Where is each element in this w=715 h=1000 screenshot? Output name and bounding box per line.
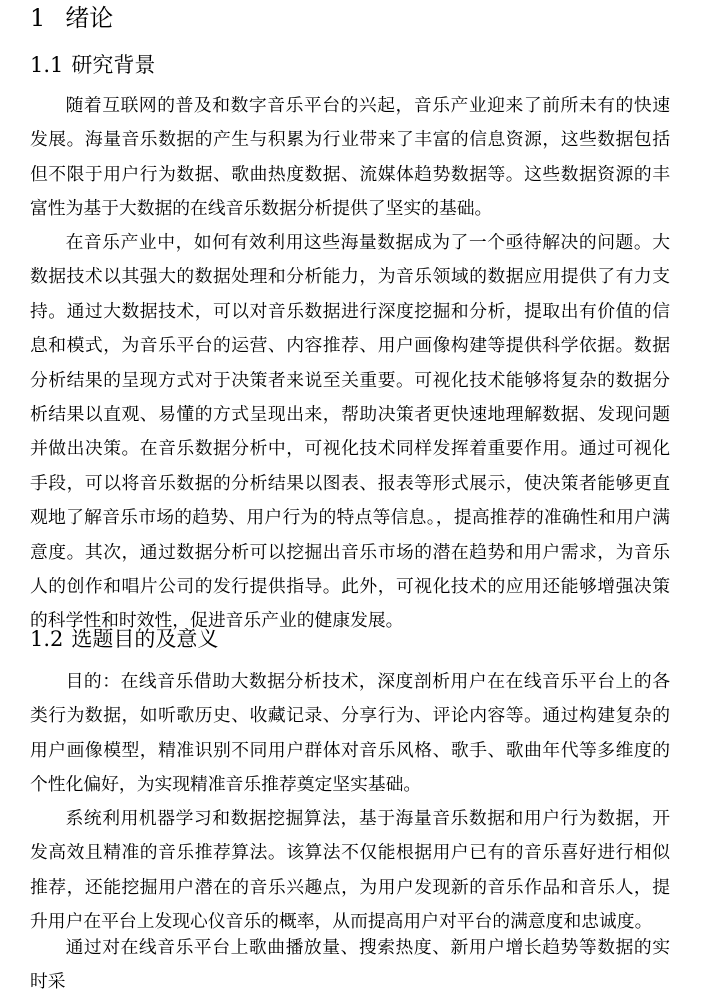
paragraph: 随着互联网的普及和数字音乐平台的兴起，音乐产业迎来了前所未有的快速发展。海量音乐数据的产生与积累为行业带来了丰富的信息资源，这些数据包括但不限于用户行为数据、歌曲热度数据、流媒体趋势数据等。这些数据资源的丰富性为基于大数据的在线音乐数据分析提供了坚实的基础。 [30, 95, 670, 220]
chapter-number: 1 [30, 4, 46, 32]
section-title: 选题目的及意义 [71, 627, 219, 651]
chapter-title: 绪论 [65, 4, 114, 32]
paragraph: 在音乐产业中，如何有效利用这些海量数据成为了一个亟待解决的问题。大数据技术以其强大的数据处理和分析能力，为音乐领域的数据应用提供了有力支持。通过大数据技术，可以对音乐数据进行深度挖掘和分析，提取出有价值的信息和模式，为音乐平台的运营、内容推荐、用户画像构建等提供科学依据。数据分析结果的呈现方式对于决策者来说至关重要。可视化技术能够将复杂的数据分析结果以直观、易懂的方式呈现出来，帮助决策者更快速地理解数据、发现问题并做出决策。在音乐数据分析中，可视化技术同样发挥着重要作用。通过可视化手段，可以将音乐数据的分析结果以图表、报表等形式展示，使决策者能够更直观地了解音乐市场的趋势、用户行为的特点等信息。，提高推荐的准确性和用户满意度。其次，通过数据分析可以挖掘出音乐市场的潜在趋势和用户需求，为音乐人的创作和唱片公司的发行提供指导。此外，可视化技术的应用还能够增强决策的科学性和时效性，促进音乐产业的健康发展。 [30, 232, 670, 632]
section-heading-background [30, 51, 155, 79]
section-heading-purpose [30, 625, 218, 653]
chapter-heading [30, 3, 113, 33]
paragraph: 通过对在线音乐平台上歌曲播放量、搜索热度、新用户增长趋势等数据的实时采 [30, 937, 670, 993]
section-number: 1.1 [30, 53, 64, 77]
section-title: 研究背景 [71, 53, 156, 77]
paragraph: 目的：在线音乐借助大数据分析技术，深度剖析用户在在线音乐平台上的各类行为数据，如听歌历史、收藏记录、分享行为、评论内容等。通过构建复杂的用户画像模型，精准识别不同用户群体对音乐风格、歌手、歌曲年代等多维度的个性化偏好，为实现精准音乐推荐奠定坚实基础。 [30, 671, 670, 796]
paragraph: 系统利用机器学习和数据挖掘算法，基于海量音乐数据和用户行为数据，开发高效且精准的音乐推荐算法。该算法不仅能根据用户已有的音乐喜好进行相似推荐，还能挖掘用户潜在的音乐兴趣点，为用户发现新的音乐作品和音乐人，提升用户在平台上发现心仪音乐的概率，从而提高用户对平台的满意度和忠诚度。 [30, 808, 670, 933]
section-number: 1.2 [30, 627, 64, 651]
